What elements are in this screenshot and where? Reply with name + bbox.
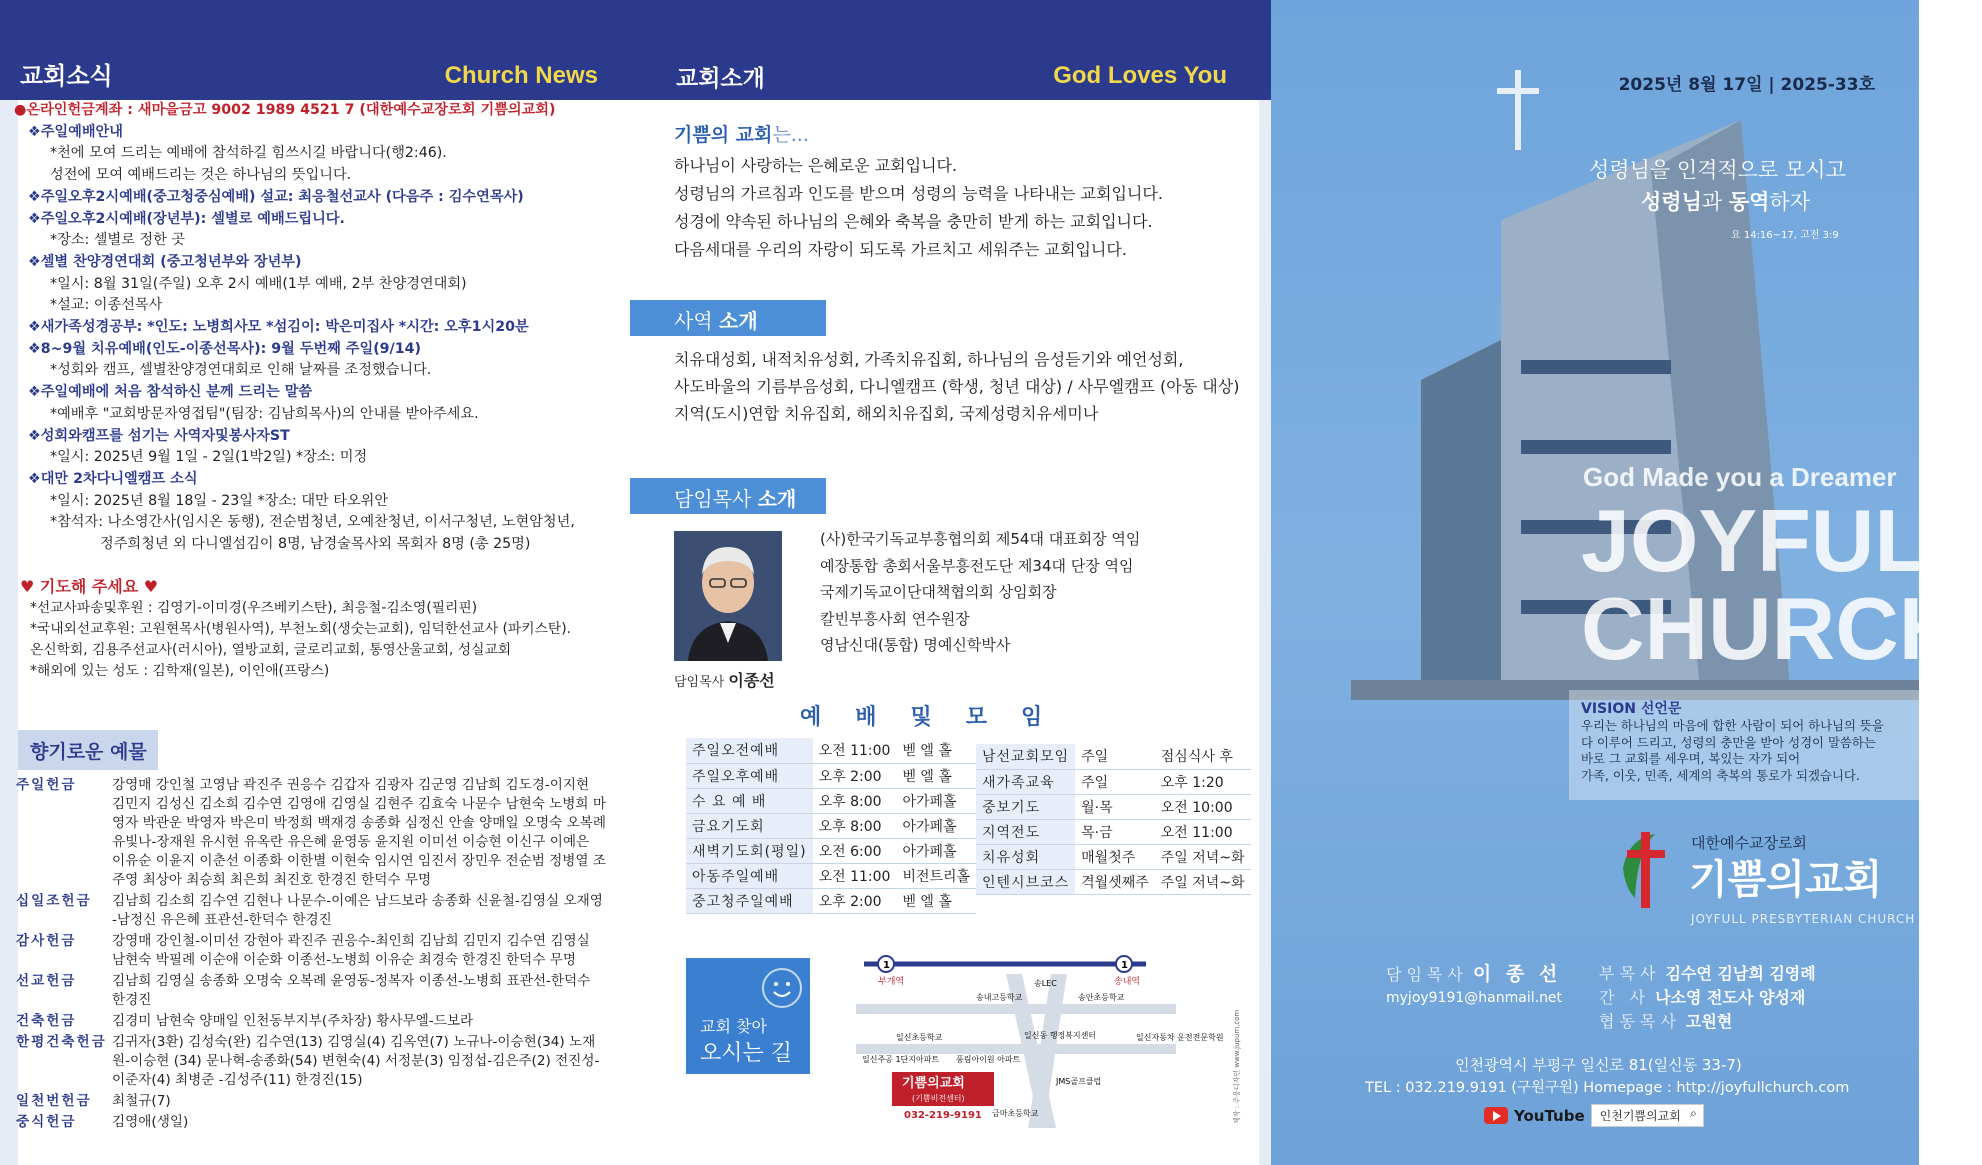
- ministry-line: 지역(도시)연합 치유집회, 해외치유집회, 국제성령치유세미나: [674, 404, 1099, 423]
- worship-cell: 아가페홀: [896, 788, 976, 813]
- prayer-title: ♥ 기도해 주세요 ♥: [20, 577, 159, 596]
- news-item: *일시: 8월 31일(주일) 오후 2시 예배(1부 예배, 2부 찬양경연대회): [50, 275, 467, 292]
- intro-line: 성경에 약속된 하나님의 은혜와 축복을 충만히 받게 하는 교회입니다.: [674, 212, 1153, 231]
- worship-cell: 격월셋째주: [1075, 869, 1155, 894]
- location-map: [856, 944, 1246, 1128]
- vision-title: VISION 선언문: [1581, 701, 1682, 717]
- worship-cell: 새벽기도회(평일): [686, 838, 813, 863]
- map-station-1: 부개역: [878, 977, 905, 987]
- prayer-item: *국내외선교후원: 고원현목사(병원사역), 부천노회(생숫는교회), 임덕한선교사 (파키스탄).: [30, 621, 572, 637]
- worship-cell: 오전 10:00: [1155, 794, 1251, 819]
- logo-english-name: JOYFULL PRESBYTERIAN CHURCH: [1691, 912, 1916, 926]
- news-item: ❖대만 2차다니엘캠프 소식: [28, 470, 198, 487]
- prayer-item: *해외에 있는 성도 : 김학재(일본), 이인애(프랑스): [30, 663, 330, 679]
- ministry-line: 사도바울의 기름부음성회, 다니엘캠프 (학생, 청년 대상) / 사무엘캠프 (아동 대상): [674, 377, 1240, 396]
- worship-cell: 오후 2:00: [813, 888, 897, 913]
- vision-line: 바로 그 교회를 세우며, 복있는 자가 되어: [1581, 751, 1801, 766]
- worship-row: [976, 744, 1251, 769]
- church-intro-heading: [674, 120, 809, 147]
- news-item: ❖8~9월 치유예배(인도-이종선목사): 9월 두번째 주일(9/14): [28, 340, 421, 357]
- map-label-2: 송LEC: [1034, 979, 1057, 988]
- issue-date: 2025년 8월 17일 | 2025-33호: [1618, 75, 1875, 95]
- worship-cell: 오전 11:00: [813, 738, 897, 763]
- directions-box: [686, 958, 810, 1074]
- station-number-2: 1: [1121, 960, 1128, 971]
- worship-cell: 오후 8:00: [813, 788, 897, 813]
- news-item: ❖성회와캠프를 섬기는 사역자및봉사자ST: [28, 427, 290, 444]
- slogan-word-2: 과: [1701, 190, 1729, 214]
- prayer-list: [30, 598, 571, 682]
- pastor-caption: [674, 668, 775, 691]
- map-church-sub: (기쁨비전센터): [912, 1094, 965, 1103]
- worship-cell: 오후 8:00: [813, 813, 897, 838]
- worship-row: [976, 794, 1251, 819]
- offering-row: [16, 1113, 606, 1132]
- offering-row: [16, 1012, 606, 1031]
- church-intro-heading-suffix: 는...: [772, 124, 809, 146]
- worship-row: [686, 788, 976, 813]
- map-church-phone: 032-219-9191: [904, 1110, 982, 1121]
- vision-line: 우리는 하나님의 마음에 합한 사람이 되어 하나님의 뜻을: [1581, 718, 1884, 733]
- news-item: *일시: 2025년 8월 18일 - 23일 *장소: 대만 타오위안: [50, 492, 389, 509]
- church-news-panel: [0, 0, 630, 1165]
- worship-cell: 오후 2:00: [813, 763, 897, 788]
- slogan-reference: 요 14:16~17, 고전 3:9: [1731, 230, 1839, 241]
- senior-pastor-name: 이 종 선: [1472, 963, 1562, 985]
- map-label-3: 송안초등학교: [1078, 993, 1125, 1002]
- staff-names: 나소영 전도사 양성재: [1655, 988, 1806, 1007]
- offering-row: [16, 1092, 606, 1111]
- worship-cell: 남선교회모임: [976, 744, 1075, 769]
- worship-cell: 아가페홀: [896, 838, 976, 863]
- worship-row: [686, 863, 976, 888]
- ministry-section-bar: [630, 300, 826, 336]
- vision-text: [1581, 718, 1907, 784]
- slogan-line-2: [1641, 186, 1810, 216]
- worship-cell: 매월첫주: [1075, 844, 1155, 869]
- news-item: *장소: 셀별로 정한 곳: [50, 232, 186, 249]
- worship-cell: 수 요 예 배: [686, 788, 813, 813]
- window-band-1: [1521, 360, 1671, 374]
- slogan-word-3: 동역: [1728, 190, 1770, 214]
- offering-row: [16, 1033, 606, 1090]
- vision-line: 가족, 이웃, 민족, 세계의 축복의 통로가 되겠습니다.: [1581, 767, 1860, 783]
- church-intro-heading-name: 기쁨의 교회: [674, 124, 773, 146]
- staff-row: [1599, 1010, 1816, 1034]
- staff-role: 협동목사: [1599, 1012, 1681, 1031]
- news-item: ❖주일예배에 처음 참석하신 분께 드리는 말씀: [28, 384, 313, 401]
- news-item: 정주희청년 외 다니엘섬김이 8명, 남경술목사외 목회자 8명 (총 25명): [100, 536, 531, 553]
- worship-cell: 오후 1:20: [1155, 769, 1251, 794]
- staff-names: 김수연 김남희 김영례: [1665, 964, 1816, 983]
- career-line: (사)한국기독교부흥협의회 제54대 대표회장 역임: [820, 530, 1141, 548]
- offering-label: 주일헌금: [16, 777, 77, 793]
- news-item: ❖새가족성경공부: *인도: 노병희사모 *섬김이: 박은미집사 *시간: 오후1시20분: [28, 319, 529, 336]
- worship-cell: 주일오후예배: [686, 763, 813, 788]
- offering-row: [16, 932, 606, 970]
- worship-cell: 중보기도: [976, 794, 1075, 819]
- news-title-en: Church News: [444, 62, 598, 89]
- cross-vertical: [1515, 70, 1521, 150]
- worship-cell: 목·금: [1075, 819, 1155, 844]
- logo-denomination: 대한예수교장로회: [1691, 834, 1807, 852]
- pastor-email: myjoy9191@hanmail.net: [1386, 990, 1563, 1006]
- news-item: *성회와 캠프, 셀별찬양경연대회로 인해 날짜를 조정했습니다.: [50, 362, 432, 379]
- worship-row: [686, 888, 976, 913]
- career-line: 칼빈부흥사회 연수원장: [820, 609, 970, 628]
- offering-names: 김귀자(3환) 김성숙(완) 김수연(13) 김영실(4) 김옥연(7) 노규나-이승현(34) 노재원-이승현 (34) 문나혁-송종화(54) 변현숙(4) 서정분(3) 임정섭-김은주(2) 전진성-이준자(4) 최병준 -김성주(11) 한경진(15): [112, 1034, 600, 1088]
- worship-cell: 벧 엘 홀: [896, 888, 976, 913]
- offering-row: [16, 972, 606, 1010]
- offering-names: 강영매 강인철-이미선 강현아 곽진주 권응수-최인희 김남희 김민지 김수연 김영실 남현숙 박필례 이순애 이순화 이종선-노병희 이유순 최경숙 한경진 한덕수 무명: [112, 933, 590, 968]
- map-station-2: 송내역: [1114, 977, 1141, 987]
- pastor-career: [820, 526, 1140, 659]
- staff-row: [1599, 962, 1816, 986]
- youtube-icon: [1484, 1107, 1508, 1124]
- offering-names: 김경미 남현숙 양매일 인천동부지부(주차장) 황사무엘-드보라: [112, 1013, 474, 1029]
- map-label-7: 일신동 행정복지센터: [1024, 1031, 1097, 1040]
- worship-cell: 치유성회: [976, 844, 1075, 869]
- pastor-title-b: 소개: [757, 487, 797, 511]
- map-label-5: 일신주공 1단지아파트: [862, 1055, 940, 1064]
- prayer-item: *선교사파송및후원 : 김영기-이미경(우즈베키스탄), 최응철-김소영(필리핀): [30, 600, 478, 616]
- offering-names: 김영애(생일): [112, 1114, 189, 1130]
- ministry-title-b: 소개: [719, 309, 758, 333]
- youtube-search-text: 인천기쁨의교회: [1599, 1109, 1681, 1123]
- staff-role: 부목사: [1599, 964, 1661, 983]
- news-item: ❖주일오후2시예배(중고청중심예배) 설교: 최응철선교사 (다음주 : 김수연목사): [28, 188, 524, 205]
- intro-side-stripe: [1259, 100, 1271, 1165]
- station-number-1: 1: [883, 960, 890, 971]
- news-item: ❖주일오후2시예배(장년부): 셀별로 예배드립니다.: [28, 210, 345, 227]
- worship-cell: 주일: [1075, 769, 1155, 794]
- worship-cell: 아가페홀: [896, 813, 976, 838]
- pastor-title-a: 담임목사: [674, 487, 752, 511]
- intro-line: 다음세대를 우리의 자랑이 되도록 가르치고 세워주는 교회입니다.: [674, 240, 1127, 259]
- road-2: [856, 1044, 1176, 1054]
- map-label-6: 풍림아이원 아파트: [956, 1055, 1021, 1064]
- ministry-title-a: 사역: [674, 309, 713, 333]
- staff-list: [1599, 962, 1816, 1034]
- worship-title: 예배및모임: [800, 705, 1077, 730]
- offering-label: 선교헌금: [16, 973, 77, 989]
- pastor-caption-label: 담임목사: [674, 675, 725, 690]
- news-item: 성전에 모여 예배드리는 것은 하나님의 뜻입니다.: [50, 167, 352, 184]
- senior-pastor-label: 담임목사: [1386, 965, 1468, 984]
- career-line: 영남신대(통합) 명예신학박사: [820, 636, 1011, 654]
- worship-cell: 새가족교육: [976, 769, 1075, 794]
- news-item: *예배후 "교회방문자영접팀"(팀장: 김남희목사)의 안내를 받아주세요.: [50, 405, 479, 422]
- offerings-title: 향기로운 예물: [18, 730, 158, 770]
- offering-label: 감사헌금: [16, 933, 77, 949]
- worship-cell: 인텐시브코스: [976, 869, 1075, 894]
- map-label-10: 금마초등학교: [992, 1109, 1039, 1118]
- news-title-ko: 교회소식: [20, 62, 113, 90]
- career-line: 국제기독교이단대책협의회 상임회장: [820, 583, 1057, 601]
- slogan-word-4: 하자: [1769, 190, 1810, 214]
- offering-label: 중식헌금: [16, 1114, 77, 1130]
- map-label-8: 일신자동차 운전전문학원: [1136, 1033, 1224, 1042]
- worship-cell: 주일 저녁~화: [1155, 844, 1251, 869]
- offering-names: 김남희 김영실 송종화 오명숙 오복례 윤영동-정복자 이종선-노병희 표관선-한덕수 한경진: [112, 973, 591, 1008]
- worship-row: [976, 869, 1251, 894]
- worship-cell: 금요기도회: [686, 813, 813, 838]
- news-item: ❖셀별 찬양경연대회 (중고청년부와 장년부): [28, 253, 302, 270]
- cover-panel: [1271, 0, 1982, 1165]
- offering-names: 최철규(7): [112, 1093, 171, 1109]
- youtube-link[interactable]: [1484, 1104, 1704, 1127]
- offering-label: 십일조헌금: [16, 893, 92, 909]
- senior-pastor: [1386, 962, 1561, 987]
- worship-cell: 오전 6:00: [813, 838, 897, 863]
- worship-row: [976, 819, 1251, 844]
- map-label-9: JMS골프클럽: [1056, 1077, 1102, 1086]
- offering-names: 강영매 강인철 고영남 곽진주 권응수 김갑자 김광자 김군영 김남희 김도경-이지현 김민지 김성신 김소희 김수연 김영애 김영실 김현주 김효숙 나문수 남현숙 노병희 마영자 박관운 박영자 박은미 박정희 백재경 송종화 심정신 안솔 양매일 오명숙 오복례 유빛나-장재원 유시현 유옥란 유은혜 윤영동 윤지원 이미선 이승현 이신구 이예은 이유순 이윤지 이춘선 이종화 이한별 이현숙 임시연 임진서 장민우 전순범 정병열 조주영 최상아 최승희 최은희 최진호 한경진 한덕수 무명: [112, 777, 607, 888]
- directions-line-1: 교회 찾아: [700, 1017, 767, 1036]
- window-band-2: [1521, 440, 1671, 454]
- search-icon: ⌕: [1690, 1106, 1697, 1120]
- youtube-search-box[interactable]: [1591, 1104, 1704, 1127]
- worship-cell: 오전 11:00: [813, 863, 897, 888]
- smile-icon: [762, 968, 802, 1008]
- worship-row: [686, 738, 976, 763]
- pastor-caption-name: 이종선: [728, 671, 775, 690]
- intro-line: 성령님의 가르침과 인도를 받으며 성령의 능력을 나타내는 교회입니다.: [674, 184, 1163, 203]
- ministry-line: 치유대성회, 내적치유성회, 가족치유집회, 하나님의 음성듣기와 예언성회,: [674, 350, 1184, 369]
- map-label-4: 일신초등학교: [896, 1033, 943, 1042]
- worship-cell: 벧 엘 홀: [896, 763, 976, 788]
- pastor-photo: [674, 531, 782, 661]
- logo-church-name: 기쁨의교회: [1689, 857, 1883, 903]
- offering-label: 일천번헌금: [16, 1093, 92, 1109]
- staff-role: 간 사: [1599, 988, 1650, 1007]
- slogan-word-1: 성령님: [1641, 190, 1702, 214]
- joyfull-text: JOYFULL: [1581, 491, 1982, 590]
- worship-row: [976, 769, 1251, 794]
- church-address: 인천광역시 부평구 일신로 81(일신동 33-7): [1455, 1056, 1742, 1074]
- prayer-item: 온신학회, 김용주선교사(러시아), 열방교회, 글로리교회, 통영산울교회, 성실교회: [30, 642, 512, 658]
- offering-row: [16, 776, 606, 890]
- news-item: *천에 모여 드리는 예배에 참석하길 힘쓰시길 바랍니다(행2:46).: [50, 145, 447, 162]
- worship-cell: 월·목: [1075, 794, 1155, 819]
- worship-cell: 아동주일예배: [686, 863, 813, 888]
- slogan-line-1: 성령님을 인격적으로 모시고: [1589, 158, 1846, 182]
- worship-cell: 주일 저녁~화: [1155, 869, 1251, 894]
- news-item: *참석자: 나소영간사(임시온 동행), 전순범청년, 오예찬청년, 이서구청년, 노현암청년,: [50, 514, 575, 531]
- worship-row: [976, 844, 1251, 869]
- offering-row: [16, 892, 606, 930]
- youtube-label: YouTube: [1514, 1106, 1585, 1125]
- staff-names: 고원현: [1685, 1012, 1733, 1031]
- news-item: ❖주일예배안내: [28, 123, 123, 140]
- career-line: 예장통합 총회서울부흥전도단 제34대 단장 역임: [820, 556, 1134, 575]
- vision-box: [1569, 690, 1919, 800]
- dreamer-text: God Made you a Dreamer: [1583, 462, 1897, 492]
- offerings-list: [16, 776, 606, 1134]
- worship-cell: 비전트리홀: [896, 863, 976, 888]
- map-credit: 제작 : 주웅디자인 www.jupum.com: [1233, 1009, 1241, 1124]
- cross-horizontal: [1497, 88, 1539, 94]
- news-item: *일시: 2025년 9월 1일 - 2일(1박2일) *장소: 미정: [50, 449, 368, 466]
- worship-cell: 오전 11:00: [1155, 819, 1251, 844]
- worship-row: [686, 838, 976, 863]
- worship-row: [686, 763, 976, 788]
- worship-cell: 주일: [1075, 744, 1155, 769]
- worship-cell: 주일오전예배: [686, 738, 813, 763]
- church-intro-text: [674, 152, 1163, 264]
- church-logo-icon: [1615, 828, 1675, 912]
- ministry-text: [674, 346, 1239, 427]
- map-church-name: 기쁨의교회: [902, 1076, 965, 1091]
- offering-label: 한평건축헌금: [16, 1034, 107, 1050]
- news-item: *설교: 이종선목사: [50, 297, 163, 314]
- worship-table-left: [686, 738, 976, 914]
- worship-cell: 벧 엘 홀: [896, 738, 976, 763]
- staff-row: [1599, 986, 1816, 1010]
- church-text: CHURCH: [1581, 579, 1963, 678]
- worship-cell: 점심식사 후: [1155, 744, 1251, 769]
- intro-title-en: God Loves You: [1053, 62, 1227, 89]
- news-item: ●온라인헌금계좌 : 새마을금고 9002 1989 4521 7 (대한예수교장로회 기쁨의교회): [14, 102, 556, 118]
- vision-line: 다 이루어 드리고, 성령의 충만을 받아 성경이 말씀하는: [1581, 734, 1876, 750]
- worship-row: [686, 813, 976, 838]
- news-list: [14, 100, 614, 556]
- offering-names: 김남희 김소희 김수연 김현나 나문수-이예은 남드보라 송종화 신윤철-김영실 오재영 -남정신 유은혜 표관선-한덕수 한경진: [112, 893, 603, 928]
- worship-table-right: [976, 744, 1251, 895]
- worship-cell: 중고청주일예배: [686, 888, 813, 913]
- church-contact: TEL : 032.219.9191 (구원구원) Homepage : http://joyfullchurch.com: [1365, 1080, 1850, 1096]
- intro-line: 하나님이 사랑하는 은혜로운 교회입니다.: [674, 156, 958, 175]
- church-intro-panel: [630, 0, 1271, 1165]
- intro-title-ko: 교회소개: [676, 66, 765, 92]
- offering-label: 건축헌금: [16, 1013, 77, 1029]
- worship-cell: 지역전도: [976, 819, 1075, 844]
- directions-line-2: 오시는 길: [700, 1041, 793, 1066]
- pastor-section-bar: [630, 478, 826, 514]
- map-label-1: 송내고등학교: [976, 993, 1023, 1002]
